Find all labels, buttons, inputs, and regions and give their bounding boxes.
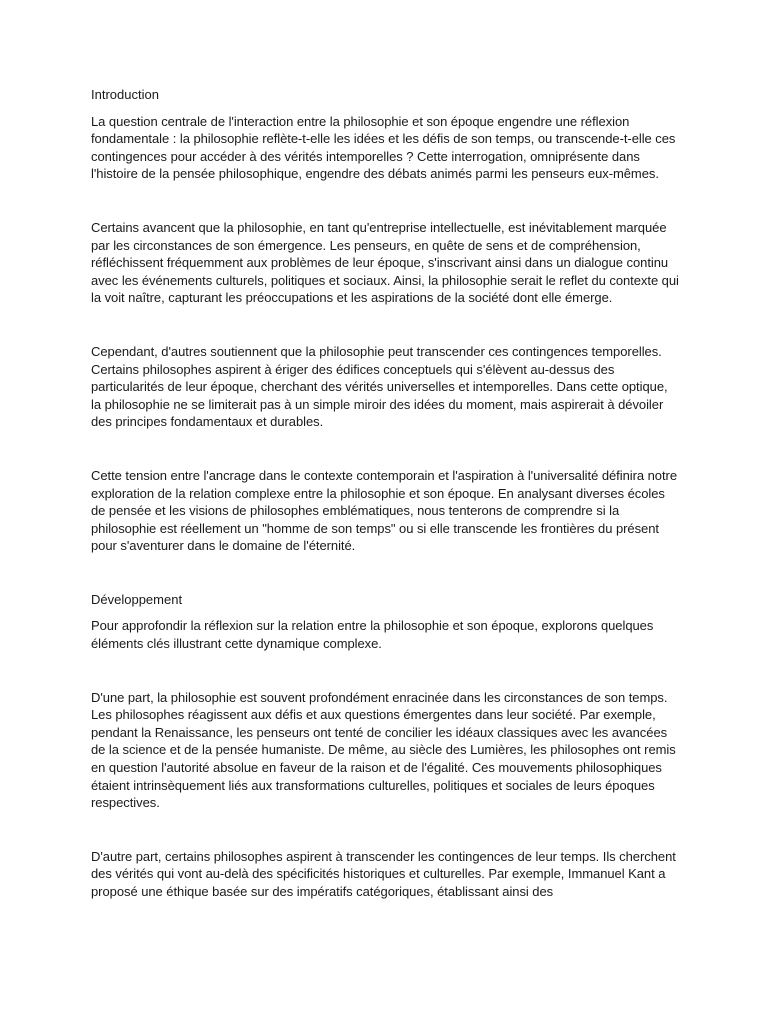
paragraph-spacer	[91, 431, 681, 467]
paragraph: La question centrale de l'interaction entre la philosophie et son époque engendre une réflexion fondamentale : la philosophie reflète-t-elle les idées et les défis de son temps, ou transcende-t-elle ces contingences pour accéder à des vérités intemporelles ? Cette interrogation, omniprésente dans l'histoire de la pensée philosophique, engendre des débats animés parmi les penseurs eux-mêmes.	[91, 113, 676, 182]
paragraph-spacer	[91, 653, 681, 689]
paragraph: D'autre part, certains philosophes aspirent à transcender les contingences de leur temps. Ils cherchent des vérités qui vont au-delà des spécificités historiques et culturelles. Par exemple, Immanuel Kant a proposé une éthique basée sur des impératifs catégoriques, établissant ainsi des	[91, 848, 676, 899]
paragraph: Pour approfondir la réflexion sur la relation entre la philosophie et son époque, explorons quelques éléments clés illustrant cette dynamique complexe.	[91, 618, 654, 652]
paragraph: Cependant, d'autres soutiennent que la philosophie peut transcender ces contingences temporelles. Certains philosophes aspirent à ériger des édifices conceptuels qui s'élèvent au-dessus des particularités de leur époque, cherchant des vérités universelles et intemporelles. Dans cette optique, la philosophie ne se limiterait pas à un simple miroir des idées du moment, mais aspirerait à dévoiler des principes fondamentaux et durables.	[91, 343, 668, 430]
paragraph: Cette tension entre l'ancrage dans le contexte contemporain et l'aspiration à l'universalité définira notre exploration de la relation complexe entre la philosophie et son époque. En analysant diverses écoles de pensée et les visions de philosophes emblématiques, nous tenterons de comprendre si la philosophie est réellement un "homme de son temps" ou si elle transcende les frontières du présent pour s'aventurer dans le domaine de l'éternité.	[91, 467, 677, 554]
paragraph: Certains avancent que la philosophie, en tant qu'entreprise intellectuelle, est inévitablement marquée par les circonstances de son émergence. Les penseurs, en quête de sens et de compréhension, réfléchissent fréquemment aux problèmes de leur époque, s'inscrivant ainsi dans un dialogue continu avec les événements culturels, politiques et sociaux. Ainsi, la philosophie serait le reflet du contexte qui la voit naître, capturant les préoccupations et les aspirations de la société dont elle émerge.	[91, 219, 679, 306]
section-spacer	[91, 555, 681, 591]
paragraph-spacer	[91, 307, 681, 343]
paragraph-spacer	[91, 812, 681, 848]
paragraph: D'une part, la philosophie est souvent profondément enracinée dans les circonstances de son temps. Les philosophes réagissent aux défis et aux questions émergentes dans leur société. Par exemple, pendant la Renaissance, les penseurs ont tenté de concilier les idéaux classiques avec les avancées de la science et de la pensée humaniste. De même, au siècle des Lumières, les philosophes ont remis en question l'autorité absolue en faveur de la raison et de l'égalité. Ces mouvements philosophiques étaient intrinsèquement liés aux transformations culturelles, politiques et sociales de leurs époques respectives.	[91, 689, 676, 811]
section-heading-introduction: Introduction	[91, 87, 159, 102]
paragraph-spacer	[91, 183, 681, 219]
document-page	[91, 86, 681, 901]
section-heading-developpement: Développement	[91, 591, 183, 607]
